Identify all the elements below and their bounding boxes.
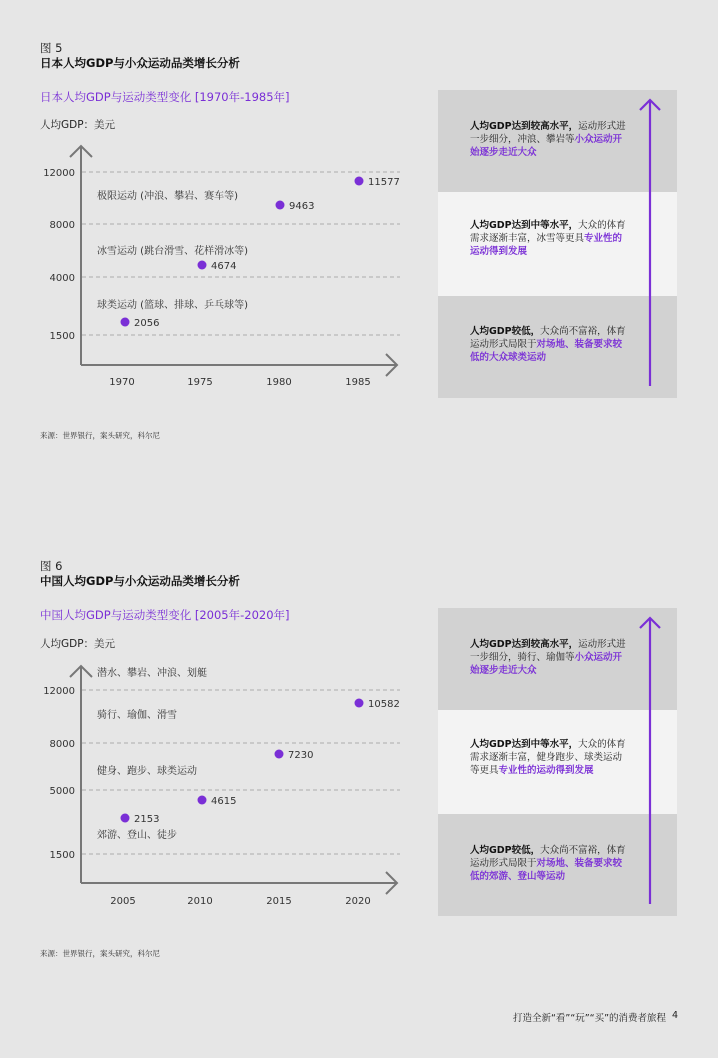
data-point xyxy=(355,177,364,186)
y-tick-label: 1500 xyxy=(49,331,75,342)
source-note: 来源：世界银行，案头研究，科尔尼 xyxy=(40,949,160,958)
y-tick-label: 12000 xyxy=(43,686,75,697)
footer-title: 打造全新“看”“玩”“买”的消费者旅程 xyxy=(513,1013,667,1024)
data-point xyxy=(198,796,207,805)
category-annotation: 冰雪运动 (跳台滑雪、花样滑冰等) xyxy=(97,246,248,257)
chart-subtitle: 中国人均GDP与运动类型变化 [2005年-2020年] xyxy=(40,608,290,622)
stage-text-medium: 人均GDP达到中等水平，大众的体育需求逐渐丰富，冰雪等更具专业性的运动得到发展 xyxy=(470,220,626,257)
data-label: 2056 xyxy=(134,318,160,329)
category-annotation: 潜水、攀岩、冲浪、划艇 xyxy=(97,668,207,679)
data-label: 7230 xyxy=(288,750,314,761)
data-label: 10582 xyxy=(368,699,400,710)
data-point xyxy=(121,318,130,327)
data-label: 2153 xyxy=(134,814,160,825)
y-tick-label: 8000 xyxy=(49,220,75,231)
page-number: 4 xyxy=(672,1010,679,1021)
category-annotation: 郊游、登山、徒步 xyxy=(97,830,177,841)
x-tick-label: 2020 xyxy=(345,896,371,907)
x-tick-label: 2015 xyxy=(266,896,292,907)
category-annotation: 骑行、瑜伽、滑雪 xyxy=(97,710,177,721)
gdp-stage-panel xyxy=(438,90,677,398)
x-tick-label: 2005 xyxy=(110,896,136,907)
data-label: 11577 xyxy=(368,177,400,188)
y-tick-label: 8000 xyxy=(49,739,75,750)
figure-label: 图 6 xyxy=(40,559,63,573)
stage-text-medium: 人均GDP达到中等水平，大众的体育需求逐渐丰富，健身跑步、球类运动等更具专业性的运动得到发展 xyxy=(470,739,626,776)
source-note: 来源：世界银行，案头研究，科尔尼 xyxy=(40,431,160,440)
figure-title: 日本人均GDP与小众运动品类增长分析 xyxy=(40,56,240,70)
y-axis-label: 人均GDP：美元 xyxy=(40,638,116,650)
data-label: 4615 xyxy=(211,796,237,807)
y-tick-label: 4000 xyxy=(49,273,75,284)
y-axis-label: 人均GDP：美元 xyxy=(40,119,116,131)
data-label: 9463 xyxy=(289,201,315,212)
figure-title: 中国人均GDP与小众运动品类增长分析 xyxy=(40,574,240,588)
gdp-stage-panel xyxy=(438,608,677,916)
category-annotation: 极限运动 (冲浪、攀岩、赛车等) xyxy=(97,191,238,202)
chart-1 xyxy=(0,110,420,400)
category-annotation: 球类运动 (篮球、排球、乒乓球等) xyxy=(97,300,248,311)
chart-subtitle: 日本人均GDP与运动类型变化 [1970年-1985年] xyxy=(40,90,290,104)
data-point xyxy=(275,750,284,759)
x-tick-label: 1970 xyxy=(109,377,135,388)
data-point xyxy=(198,261,207,270)
x-tick-label: 2010 xyxy=(187,896,213,907)
chart-2 xyxy=(0,628,420,918)
stage-text-high: 人均GDP达到较高水平，运动形式进一步细分，骑行、瑜伽等小众运动开始逐步走近大众 xyxy=(470,639,626,676)
data-label: 4674 xyxy=(211,261,237,272)
stage-text-high: 人均GDP达到较高水平，运动形式进一步细分，冲浪、攀岩等小众运动开始逐步走近大众 xyxy=(470,121,626,158)
figure-label: 图 5 xyxy=(40,41,63,55)
y-tick-label: 1500 xyxy=(49,850,75,861)
x-tick-label: 1975 xyxy=(187,377,213,388)
stage-text-low: 人均GDP较低，大众尚不富裕，体育运动形式局限于对场地、装备要求较低的大众球类运动 xyxy=(470,326,626,363)
y-tick-label: 5000 xyxy=(49,786,75,797)
category-annotation: 健身、跑步、球类运动 xyxy=(97,766,197,777)
x-tick-label: 1980 xyxy=(266,377,292,388)
stage-text-low: 人均GDP较低，大众尚不富裕，体育运动形式局限于对场地、装备要求较低的郊游、登山等运动 xyxy=(470,845,626,882)
growth-arrow-icon xyxy=(638,614,662,906)
growth-arrow-icon xyxy=(638,96,662,388)
data-point xyxy=(121,814,130,823)
data-point xyxy=(276,201,285,210)
data-point xyxy=(355,699,364,708)
x-tick-label: 1985 xyxy=(345,377,371,388)
y-tick-label: 12000 xyxy=(43,168,75,179)
